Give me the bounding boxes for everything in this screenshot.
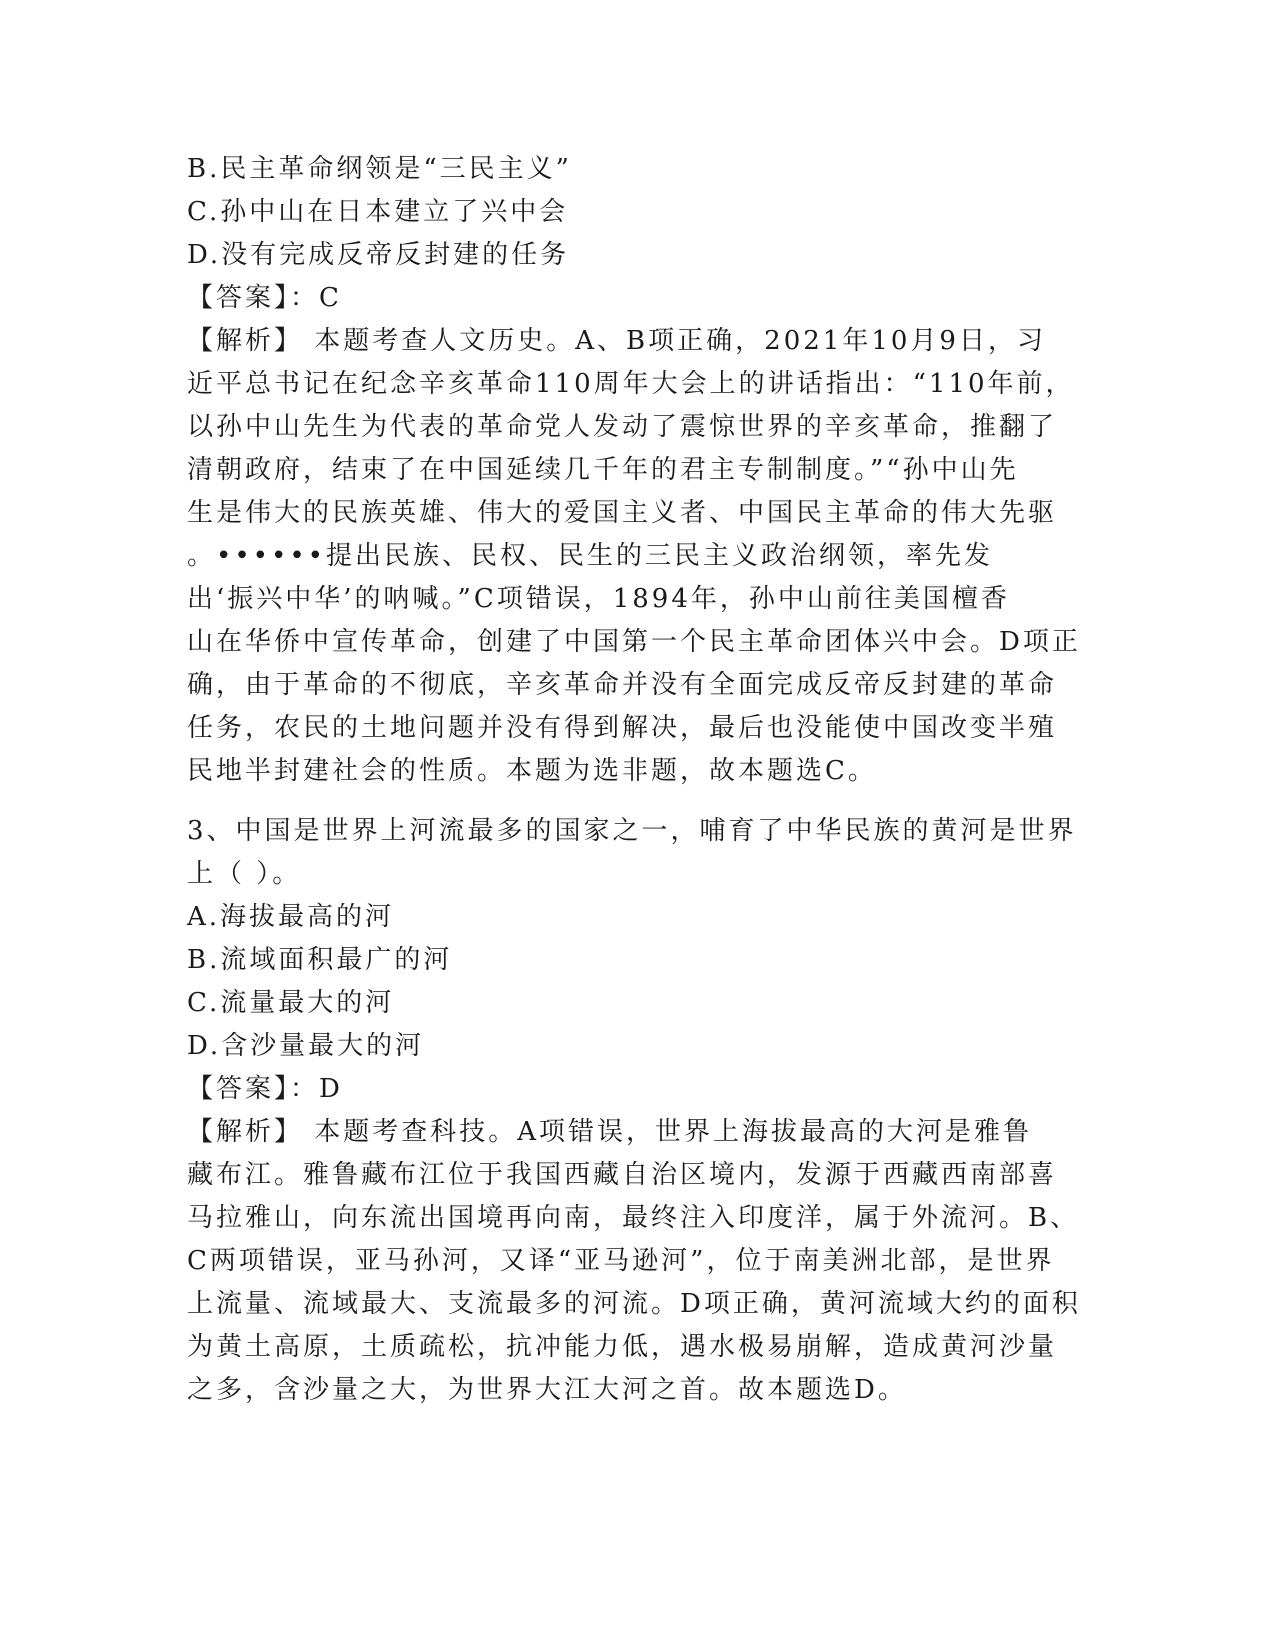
q3-explanation-line: 上流量、流域最大、支流最多的河流。D项正确，黄河流域大约的面积: [187, 1289, 1081, 1319]
q3-option-a: A.海拔最高的河: [187, 902, 395, 932]
q3-option-d: D.含沙量最大的河: [187, 1031, 425, 1061]
q3-stem: [187, 810, 1087, 896]
q3-explanation-line: 【解析】 本题考查科技。A项错误，世界上海拔最高的大河是雅鲁: [187, 1117, 1033, 1147]
q2-explanation-line: 确，由于革命的不彻底，辛亥革命并没有全面完成反帝反封建的革命: [187, 670, 1058, 700]
q2-explanation-line: 民地半封建社会的性质。本题为选非题，故本题选C。: [187, 756, 877, 786]
q3-explanation-line: 藏布江。雅鲁藏布江位于我国西藏自治区境内，发源于西藏西南部喜: [187, 1160, 1058, 1190]
q3-answer: 【答案】：D: [187, 1074, 343, 1104]
q2-answer: 【答案】：C: [187, 283, 342, 313]
q2-explanation-line: 近平总书记在纪念辛亥革命110周年大会上的讲话指出：“110年前，: [187, 369, 1075, 399]
q2-option-d: D.没有完成反帝反封建的任务: [187, 240, 570, 270]
q3-option-c: C.流量最大的河: [187, 988, 395, 1018]
q2-explanation-line: 山在华侨中宣传革命，创建了中国第一个民主革命团体兴中会。D项正: [187, 627, 1081, 657]
q2-explanation-line: 任务，农民的土地问题并没有得到解决，最后也没能使中国改变半殖: [187, 713, 1058, 743]
q3-explanation-line: 马拉雅山，向东流出国境再向南，最终注入印度洋，属于外流河。B、: [187, 1203, 1080, 1233]
q3-explanation-line: C两项错误，亚马孙河，又译“亚马逊河”，位于南美洲北部，是世界: [187, 1246, 1055, 1276]
q2-option-b: B.民主革命纲领是“三民主义”: [187, 154, 572, 184]
q2-explanation-line: 清朝政府，结束了在中国延续几千年的君主专制制度。”“孙中山先: [187, 455, 1019, 485]
q3-explanation-line: 之多，含沙量之大，为世界大江大河之首。故本题选D。: [187, 1375, 907, 1405]
question-separator: [187, 793, 1087, 810]
page-content: [187, 148, 1087, 1412]
q2-explanation-line: 以孙中山先生为代表的革命党人发动了震惊世界的辛亥革命，推翻了: [187, 412, 1058, 442]
q2-explanation-line: 。••••••提出民族、民权、民生的三民主义政治纲领，率先发: [187, 541, 994, 571]
q2-option-c: C.孙中山在日本建立了兴中会: [187, 197, 569, 227]
q3-stem-line: 上（ ）。: [187, 859, 302, 889]
q3-explanation-line: 为黄土高原，土质疏松，抗冲能力低，遇水极易崩解，造成黄河沙量: [187, 1332, 1058, 1362]
q3-stem-line: 3、中国是世界上河流最多的国家之一，哺育了中华民族的黄河是世界: [187, 816, 1077, 846]
q2-explanation-line: 【解析】 本题考查人文历史。A、B项正确，2021年10月9日，习: [187, 326, 1046, 356]
q3-explanation: [187, 1111, 1087, 1412]
q2-explanation-line: 出‘振兴中华’的呐喊。”C项错误，1894年，孙中山前往美国檀香: [187, 584, 1010, 614]
q2-explanation-line: 生是伟大的民族英雄、伟大的爱国主义者、中国民主革命的伟大先驱: [187, 498, 1058, 528]
q2-explanation: [187, 320, 1087, 793]
q3-option-b: B.流域面积最广的河: [187, 945, 453, 975]
